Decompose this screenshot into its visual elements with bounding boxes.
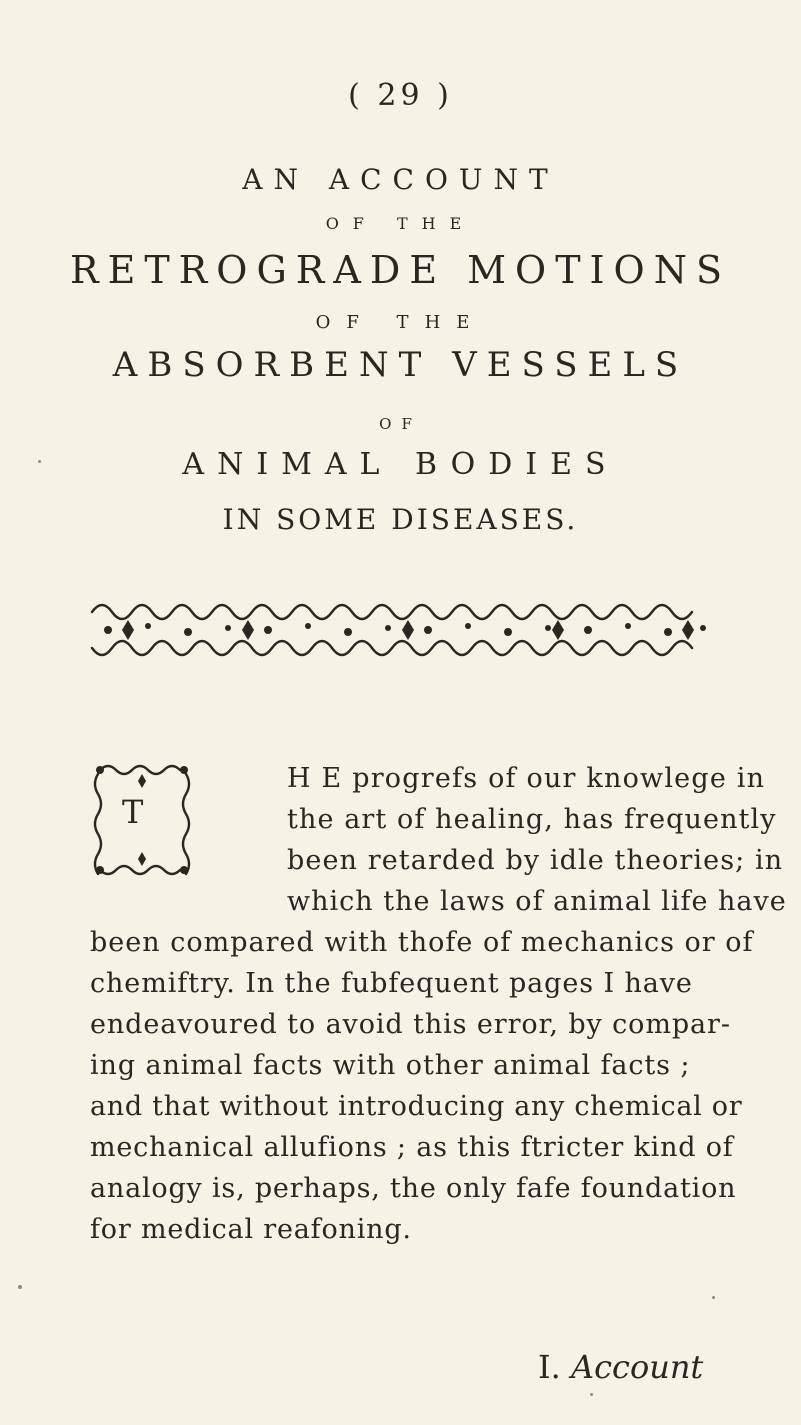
body-line-7: endeavoured to avoid this error, by compar-	[90, 1009, 731, 1040]
catchword-word: Account	[570, 1348, 704, 1386]
title-line-1: AN ACCOUNT	[242, 163, 559, 196]
body-line-12: for medical reafoning.	[90, 1214, 412, 1245]
body-line-8: ing animal facts with other animal facts ;	[90, 1050, 691, 1081]
body-line-3: been retarded by idle theories; in	[287, 845, 784, 876]
title-line-5: ABSORBENT VESSELS	[112, 345, 689, 385]
page-number: ( 29 )	[348, 78, 453, 113]
body-line-11: analogy is, perhaps, the only fafe foundation	[90, 1173, 737, 1204]
catchword	[538, 1348, 703, 1386]
paper-speck	[590, 1393, 593, 1396]
body-line-9: and that without introducing any chemical or	[90, 1091, 743, 1122]
body-line-6: chemiftry. In the fubfequent pages I have	[90, 968, 693, 999]
title-line-2: OF THE	[325, 214, 476, 233]
title-line-3: RETROGRADE MOTIONS	[69, 248, 731, 292]
title-line-8: IN SOME DISEASES.	[222, 503, 579, 536]
paper-speck	[712, 1296, 715, 1299]
body-line-10: mechanical allufions ; as this ftricter kind of	[90, 1132, 734, 1163]
catchword-number: I.	[538, 1348, 561, 1386]
body-line-5: been compared with thofe of mechanics or of	[90, 927, 754, 958]
body-line-4: which the laws of animal life have	[287, 886, 787, 917]
drop-cap-letter: T	[122, 793, 144, 831]
paper-speck	[18, 1285, 22, 1289]
body-line-2: the art of healing, has frequently	[287, 804, 777, 835]
title-line-4: OF THE	[315, 312, 486, 333]
title-line-7: ANIMAL BODIES	[182, 447, 619, 482]
drop-cap-frame	[92, 760, 192, 880]
decorative-ornament-band	[88, 590, 713, 672]
paper-speck	[38, 460, 41, 463]
title-line-6: OF	[379, 415, 422, 433]
body-line-1: H E progrefs of our knowlege in	[287, 763, 766, 794]
